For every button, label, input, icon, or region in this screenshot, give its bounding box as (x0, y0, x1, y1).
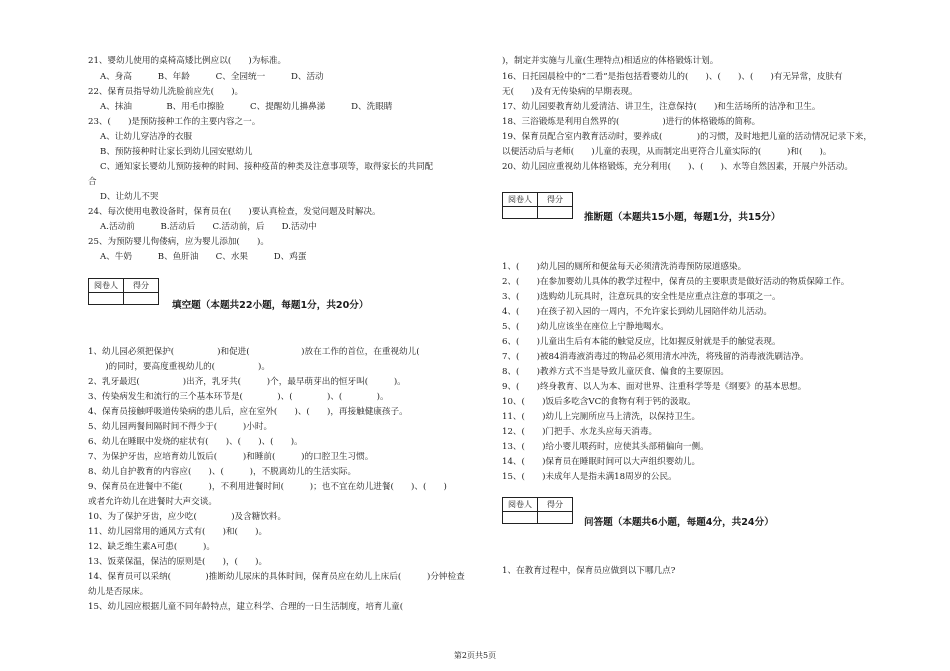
score-box-fill (88, 278, 159, 305)
grader-cell[interactable] (503, 207, 538, 219)
score-label: 得分 (538, 498, 573, 512)
fill-item-15-cont: )，制定并实施与儿童(生理特点)相适应的体格锻炼计划。 (502, 56, 719, 66)
fill-item-4: 4、保育员接触呼吸道传染病的患儿后，应在室外( )、( )，再接触健康孩子。 (88, 407, 408, 417)
fill-item-17: 17、幼儿园要教育幼儿爱清洁、讲卫生，注意保持( )和生活场所的洁净和卫生。 (502, 102, 821, 112)
question-22: 22、保育员指导幼儿洗脸前应先( )。 (88, 87, 244, 97)
fill-item-1: 1、幼儿园必须把保护( )和促进( )放在工作的首位，在重视幼儿( (88, 347, 420, 357)
fill-item-5: 5、幼儿园两餐间隔时间不得少于( )小时。 (88, 422, 273, 432)
fill-item-15: 15、幼儿园应根据儿童不同年龄特点，建立科学、合理的一日生活制度，培育儿童( (88, 602, 404, 612)
score-box-judge (502, 192, 573, 219)
fill-item-12: 12、缺乏维生素A可患( )。 (88, 542, 215, 552)
question-22-options: A、抹油 B、用毛巾擦脸 C、提醒幼儿擤鼻涕 D、洗眼睛 (100, 102, 393, 112)
grader-label: 阅卷人 (89, 279, 124, 293)
fill-item-9-cont: 或者允许幼儿在进餐时大声交谈。 (88, 497, 217, 507)
question-24-options: A.活动前 B.活动后 C.活动前，后 D.活动中 (100, 222, 317, 232)
fill-item-7: 7、为保护牙齿，应培育幼儿饭后( )和睡前( )的口腔卫生习惯。 (88, 452, 374, 462)
fill-item-9: 9、保育员在进餐中不能( )，不利用进餐时间( )；也不宜在幼儿进餐( )、( ) (88, 482, 447, 492)
score-box-qa (502, 497, 573, 524)
grader-cell[interactable] (503, 512, 538, 524)
grader-cell[interactable] (89, 293, 124, 305)
fill-item-2: 2、乳牙最迟( )出齐，乳牙共( )个，最早萌芽出的恒牙叫( )。 (88, 377, 406, 387)
fill-item-19: 19、保育员配合室内教育活动时，要养成( )的习惯，及时地把儿童的活动情况记录下来， (502, 132, 872, 142)
fill-item-8: 8、幼儿自护教育的内容应( )、( )，不脱离幼儿的生活实际。 (88, 467, 357, 477)
judge-item-14: 14、( )保育员在睡眠时间可以大声组织婴幼儿。 (502, 457, 701, 467)
grader-label: 阅卷人 (503, 193, 538, 207)
question-23-option-b: B、预防接种时让家长到幼儿园安慰幼儿 (100, 147, 253, 157)
question-23: 23、( )是预防接种工作的主要内容之一。 (88, 117, 261, 127)
judge-item-13: 13、( )给小婴儿喂药时，应使其头部稍偏向一侧。 (502, 442, 709, 452)
page-footer: 第2页共5页 (453, 651, 497, 660)
judge-item-15: 15、( )未成年人是指未满18周岁的公民。 (502, 472, 677, 482)
judge-item-10: 10、( )饭后多吃含VC的食物有利于钙的汲取。 (502, 397, 696, 407)
judge-item-9: 9、( )终身教育、以人为本、面对世界、注重科学等是《纲要》的基本思想。 (502, 382, 807, 392)
fill-item-20: 20、幼儿园应重视幼儿体格锻炼，充分利用( )、( )、水等自然因素，开展户外活动。 (502, 162, 853, 172)
fill-item-13: 13、饭菜保温，保洁的原则是( )，( )。 (88, 557, 268, 567)
fill-item-11: 11、幼儿园常用的通风方式有( )和( )。 (88, 527, 268, 537)
judge-item-8: 8、( )教养方式不当是导致儿童厌食、偏食的主要原因。 (502, 367, 730, 377)
question-23-option-d: D、让幼儿不哭 (100, 192, 159, 202)
score-cell[interactable] (538, 512, 573, 524)
fill-item-19-cont: 以便活动后与老师( )儿童的表现，从而制定出更符合儿童实际的( )和( )。 (502, 147, 832, 157)
judge-item-12: 12、( )门把手、水龙头应每天消毒。 (502, 427, 658, 437)
question-21-options: A、身高 B、年龄 C、全园统一 D、活动 (100, 72, 324, 82)
question-24: 24、每次使用电教设备时，保育员在( )要认真检查，发觉问题及时解决。 (88, 207, 381, 217)
score-cell[interactable] (538, 207, 573, 219)
fill-item-10: 10、为了保护牙齿，应少吃( )及含糖饮料。 (88, 512, 287, 522)
fill-item-14: 14、保育员可以采纳( )推断幼儿尿床的具体时间，保育员应在幼儿上床后( )分钟检查 (88, 572, 465, 582)
question-25-options: A、牛奶 B、鱼肝油 C、水果 D、鸡蛋 (100, 252, 307, 262)
grader-label: 阅卷人 (503, 498, 538, 512)
score-cell[interactable] (124, 293, 159, 305)
fill-item-16-cont: 无( )及有无传染病的早期表现。 (502, 87, 638, 97)
judge-item-7: 7、( )被84消毒液消毒过的物品必须用清水冲洗，将残留的消毒液洗刷洁净。 (502, 352, 809, 362)
fill-item-18: 18、三浴锻炼是利用自然界的( )进行的体格锻炼的简称。 (502, 117, 761, 127)
judge-item-6: 6、( )儿童出生后有本能的触觉反应，比如握反射就是手的触觉表现。 (502, 337, 781, 347)
fill-item-14-cont: 幼儿是否尿床。 (88, 587, 149, 597)
question-21: 21、婴幼儿使用的桌椅高矮比例应以( )为标准。 (88, 56, 287, 66)
question-23-option-a: A、让幼儿穿洁净的衣服 (100, 132, 193, 142)
question-25: 25、为预防婴儿佝偻病，应为婴儿添加( )。 (88, 237, 269, 247)
qa-item-1: 1、在教育过程中，保育员应做到以下哪几点? (502, 566, 676, 576)
judge-item-11: 11、( )幼儿上完厕所应马上清洗，以保持卫生。 (502, 412, 701, 422)
judge-item-1: 1、( )幼儿园的厕所和便盆每天必须清洗消毒预防尿道感染。 (502, 262, 747, 272)
fill-item-3: 3、传染病发生和流行的三个基本环节是( )、( )、( )。 (88, 392, 389, 402)
question-23-option-c-cont: 合 (88, 177, 97, 187)
fill-item-1-cont: )的同时，要高度重视幼儿的( )。 (88, 362, 270, 372)
score-label: 得分 (124, 279, 159, 293)
judge-item-4: 4、( )在孩子初入园的一周内，不允许家长到幼儿园陪伴幼儿活动。 (502, 307, 772, 317)
score-label: 得分 (538, 193, 573, 207)
judge-item-2: 2、( )在参加婴幼儿具体的教学过程中，保育员的主要职责是做好活动的物质保障工作。 (502, 277, 850, 287)
judge-item-3: 3、( )选购幼儿玩具时，注意玩具的安全性是应重点注意的事项之一。 (502, 292, 781, 302)
fill-item-6: 6、幼儿在睡眠中发烧的症状有( )、( )、( )。 (88, 437, 303, 447)
judge-item-5: 5、( )幼儿应该坐在座位上宁静地喝水。 (502, 322, 669, 332)
fill-section-title: 填空题（本题共22小题，每题1分，共20分） (172, 300, 369, 311)
qa-section-title: 问答题（本题共6小题，每题4分，共24分） (584, 517, 774, 528)
fill-item-16: 16、日托园晨检中的“二看”是指包括看婴幼儿的( )、( )、( )有无异常，皮肤有 (502, 72, 843, 82)
judge-section-title: 推断题（本题共15小题，每题1分，共15分） (584, 212, 781, 223)
question-23-option-c: C、通知家长婴幼儿预防接种的时间、接种疫苗的种类及注意事项等，取得家长的共同配 (100, 162, 434, 172)
